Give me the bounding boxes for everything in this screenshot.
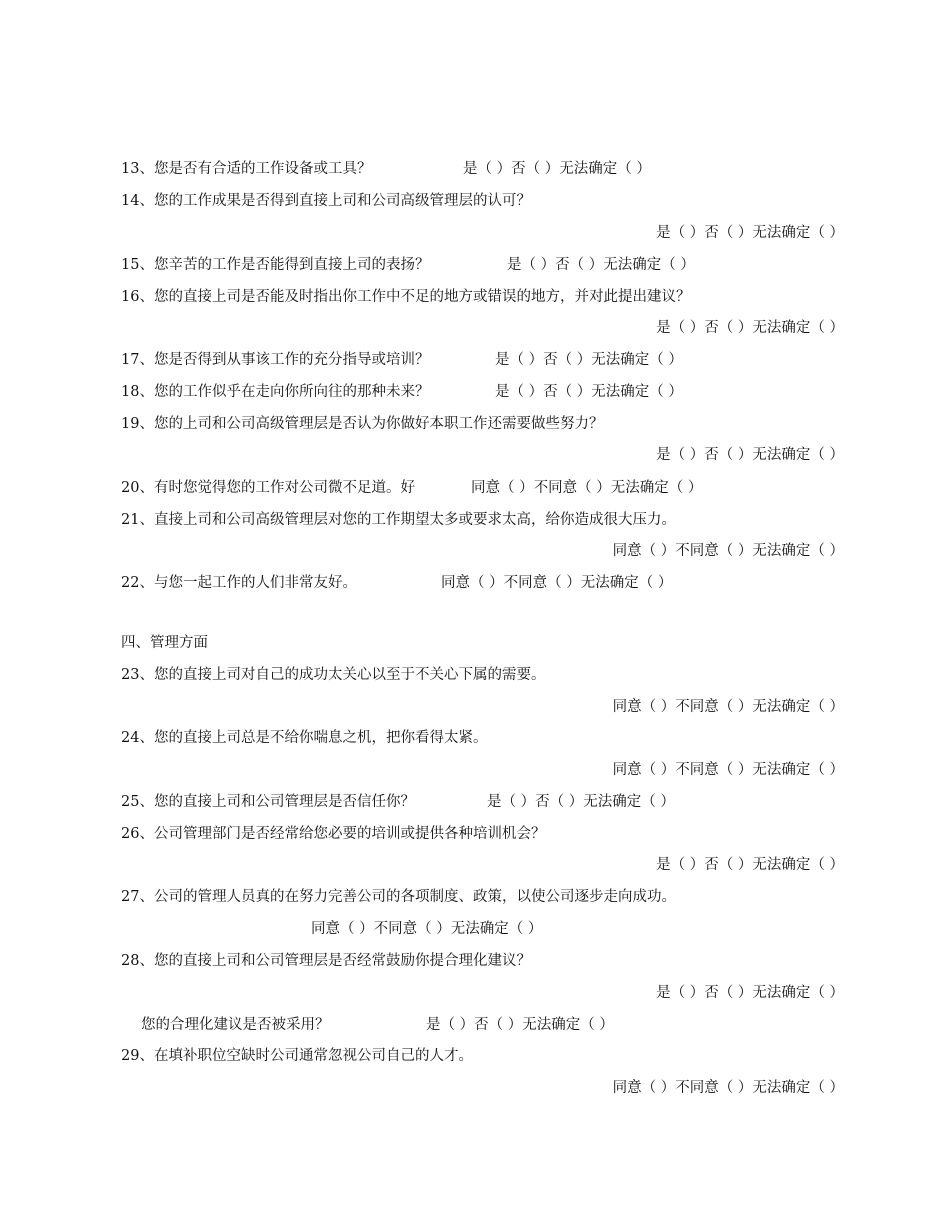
answer-options-19: 是（ ）否（ ）无法确定（ ） [656, 447, 844, 463]
question-24: 24、您的直接上司总是不给你喘息之机，把你看得太紧。 [121, 730, 488, 746]
answer-options-28: 是（ ）否（ ）无法确定（ ） [656, 985, 844, 1001]
question-20: 20、有时您觉得您的工作对公司微不足道。好 [121, 480, 415, 496]
answer-options-26: 是（ ）否（ ）无法确定（ ） [656, 857, 844, 873]
question-18: 18、您的工作似乎在走向你所向往的那种未来？ [121, 384, 430, 400]
question-17: 17、您是否得到从事该工作的充分指导或培训？ [121, 352, 430, 368]
question-16: 16、您的直接上司是否能及时指出你工作中不足的地方或错误的地方，并对此提出建议？ [121, 289, 691, 305]
answer-options-15: 是（ ）否（ ）无法确定（ ） [507, 257, 695, 273]
question-28: 28、您的直接上司和公司管理层是否经常鼓励你提合理化建议？ [121, 953, 531, 969]
answer-options-17: 是（ ）否（ ）无法确定（ ） [495, 352, 683, 368]
question-14: 14、您的工作成果是否得到直接上司和公司高级管理层的认可？ [121, 193, 531, 209]
section-heading: 四、管理方面 [121, 635, 208, 651]
answer-options-28-followup: 是（ ）否（ ）无法确定（ ） [426, 1017, 614, 1033]
answer-options-27: 同意（ ）不同意（ ）无法确定（ ） [311, 921, 543, 937]
answer-options-14: 是（ ）否（ ）无法确定（ ） [656, 225, 844, 241]
answer-options-18: 是（ ）否（ ）无法确定（ ） [495, 384, 683, 400]
question-26: 26、公司管理部门是否经常给您必要的培训或提供各种培训机会？ [121, 826, 546, 842]
answer-options-23: 同意（ ）不同意（ ）无法确定（ ） [612, 699, 844, 715]
answer-options-29: 同意（ ）不同意（ ）无法确定（ ） [612, 1080, 844, 1096]
question-22: 22、与您一起工作的人们非常友好。 [121, 575, 357, 591]
question-29: 29、在填补职位空缺时公司通常忽视公司自己的人才。 [121, 1048, 473, 1064]
question-21: 21、直接上司和公司高级管理层对您的工作期望太多或要求太高，给你造成很大压力。 [121, 512, 676, 528]
question-25: 25、您的直接上司和公司管理层是否信任你？ [121, 794, 415, 810]
answer-options-13: 是（ ）否（ ）无法确定（ ） [463, 161, 651, 177]
question-19: 19、您的上司和公司高级管理层是否认为你做好本职工作还需要做些努力？ [121, 416, 604, 432]
answer-options-21: 同意（ ）不同意（ ）无法确定（ ） [612, 543, 844, 559]
answer-options-22: 同意（ ）不同意（ ）无法确定（ ） [441, 575, 673, 591]
answer-options-24: 同意（ ）不同意（ ）无法确定（ ） [612, 762, 844, 778]
answer-options-16: 是（ ）否（ ）无法确定（ ） [656, 320, 844, 336]
question-13: 13、您是否有合适的工作设备或工具？ [121, 161, 372, 177]
question-23: 23、您的直接上司对自己的成功太关心以至于不关心下属的需要。 [121, 667, 546, 683]
answer-options-20: 同意（ ）不同意（ ）无法确定（ ） [471, 480, 703, 496]
answer-options-25: 是（ ）否（ ）无法确定（ ） [487, 794, 675, 810]
question-28-followup: 您的合理化建议是否被采用？ [141, 1017, 330, 1033]
question-15: 15、您辛苦的工作是否能得到直接上司的表扬？ [121, 257, 430, 273]
question-27: 27、公司的管理人员真的在努力完善公司的各项制度、政策，以使公司逐步走向成功。 [121, 889, 676, 905]
